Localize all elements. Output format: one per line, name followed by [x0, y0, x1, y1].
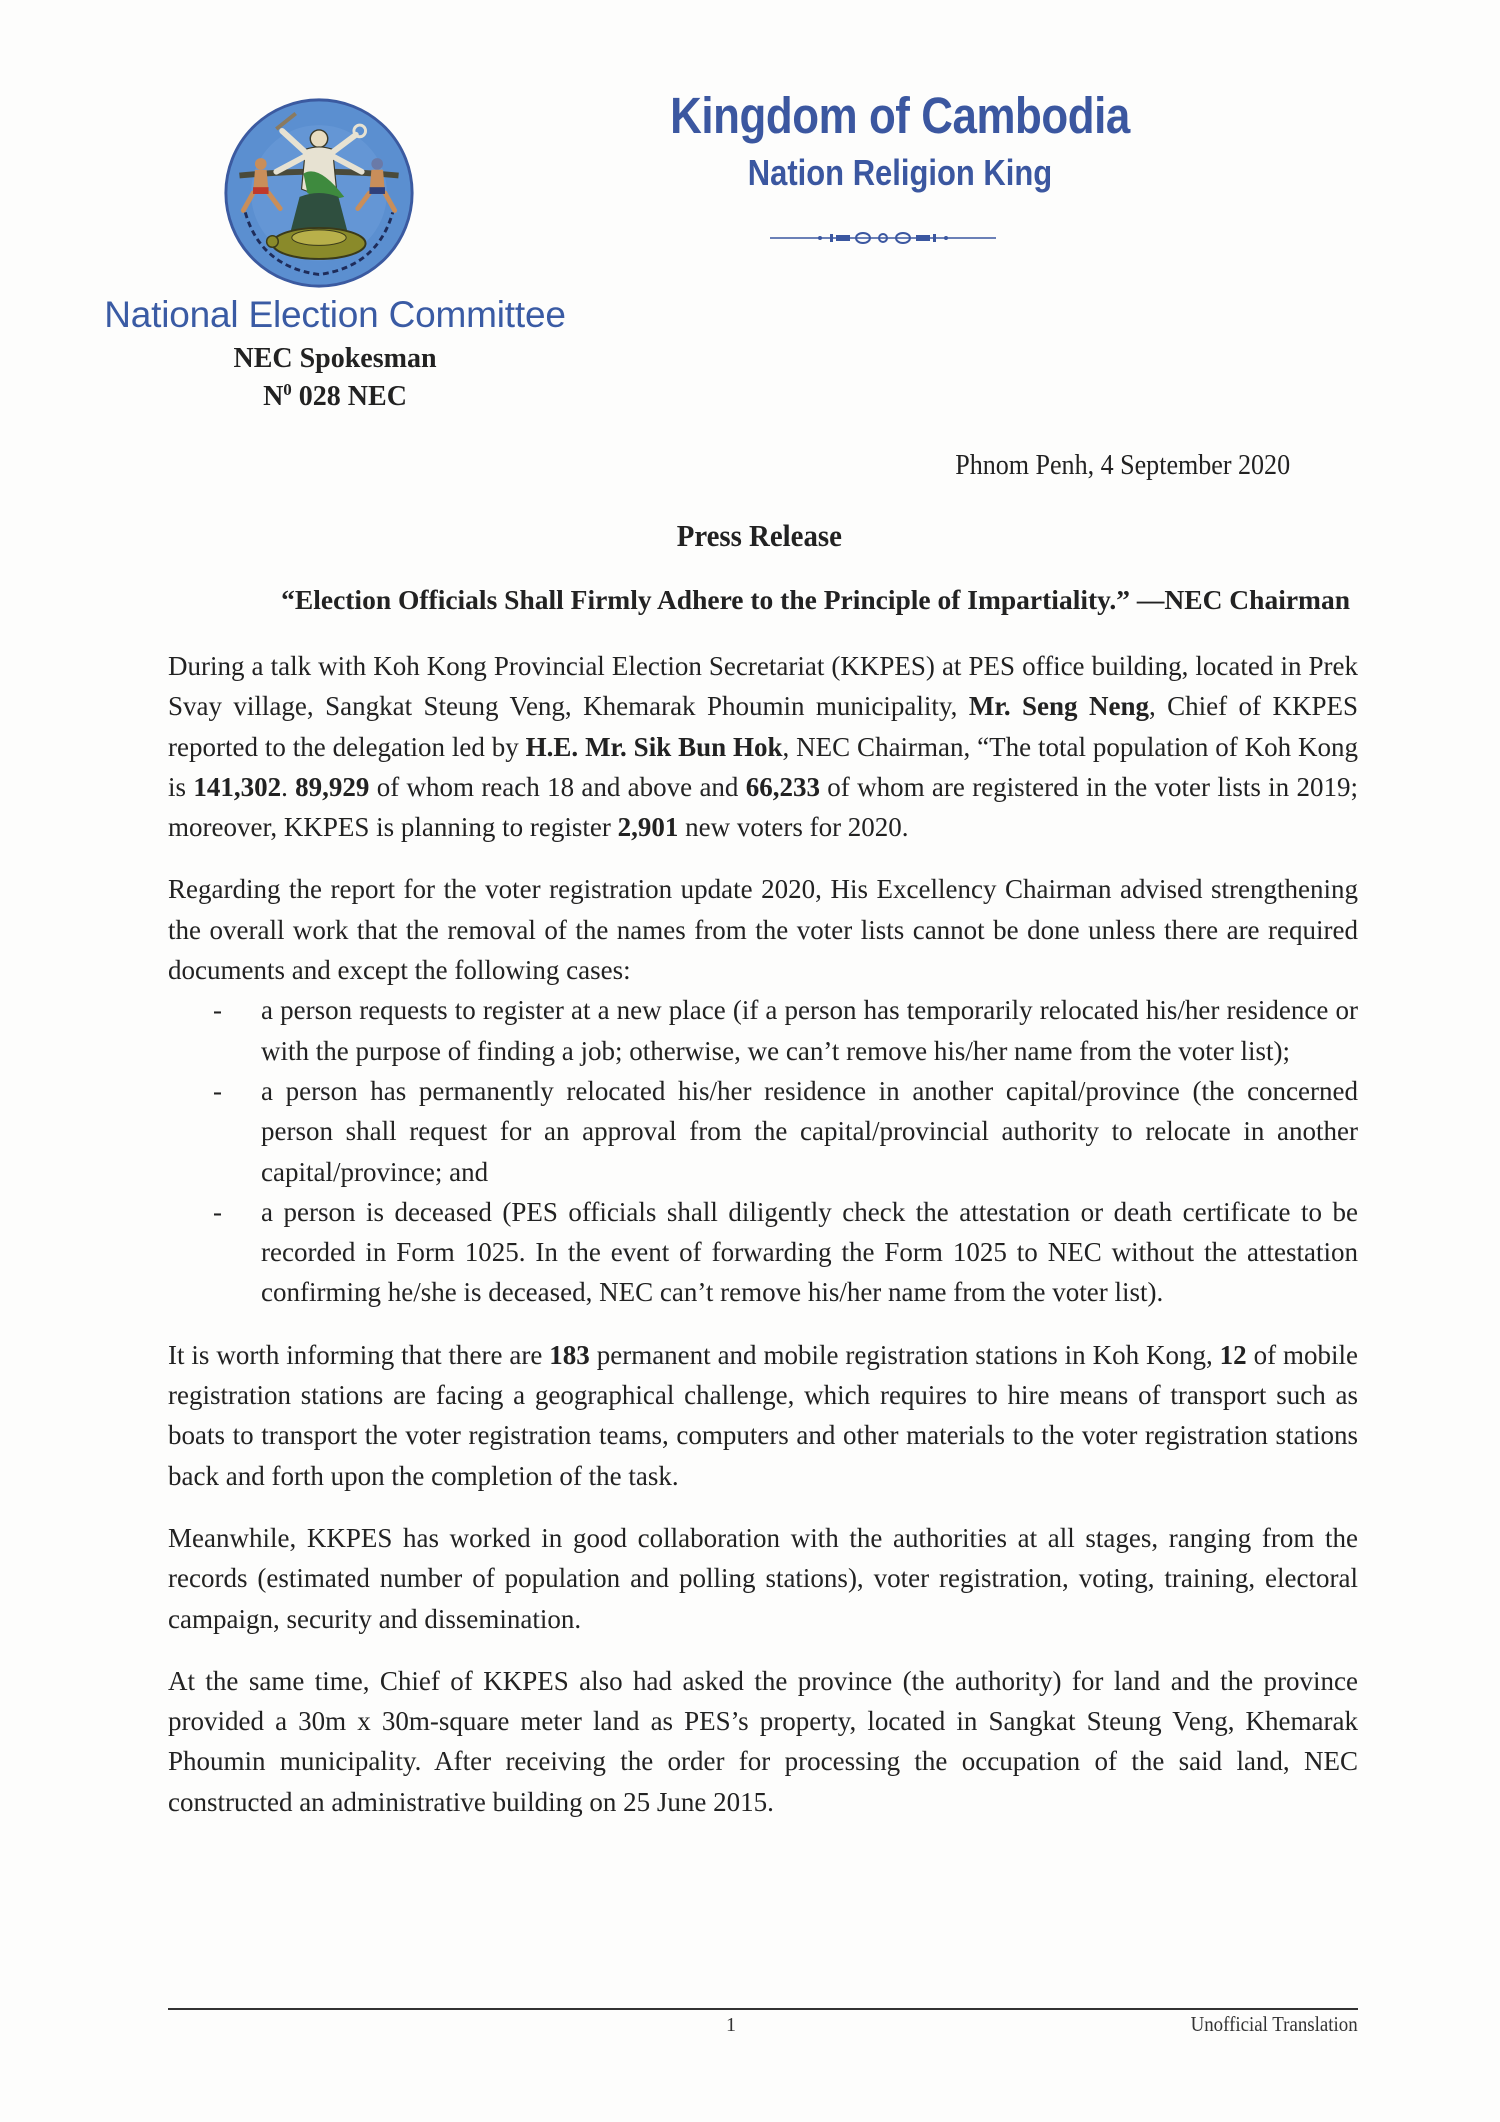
official-name: H.E. Mr. Sik Bun Hok: [525, 731, 783, 762]
text-run: , Chief of KKPES reported to the delegation led by: [168, 691, 1359, 762]
text-run: It is worth informing that there are: [168, 1339, 550, 1370]
date-line: Phnom Penh, 4 September 2020: [955, 450, 1290, 481]
decorative-divider-icon: [770, 228, 996, 248]
text-run: of whom are registered in the voter lists in 2019; moreover, KKPES is planning to register: [168, 771, 1358, 843]
list-item-text: a person is deceased (PES officials shall diligently check the attestation or death certificate to be recorded in Form 1025. In the event of forwarding the Form 1025 to NEC without the attestation confirming he/she is deceased, NEC can’t remove his/her name from the voter list).: [261, 1196, 1358, 1308]
new-voters-target: 2,901: [617, 812, 679, 843]
removal-cases-list: [168, 990, 1358, 1312]
official-name: Mr. Seng Neng: [968, 691, 1149, 722]
text-run: .: [281, 771, 296, 802]
text-run: During a talk with Koh Kong Provincial Election Secretariat (KKPES) at PES office building, located in Prek Svay village, Sangkat Steung Veng, Khemarak Phoumin municipality,: [168, 651, 1358, 722]
nec-emblem-icon: [222, 96, 416, 290]
document-type: Press Release: [676, 518, 842, 553]
national-motto: Nation Religion King: [747, 152, 1053, 193]
list-item-text: a person has permanently relocated his/her residence in another capital/province (the concerned person shall request for an approval from the capital/provincial authority to relocate in another capital/province; and: [261, 1075, 1358, 1187]
office-name: NEC Spokesman: [233, 343, 437, 374]
list-item-text: a person requests to register at a new place (if a person has temporarily relocated his/her residence or with the purpose of finding a job; otherwise, we can’t remove his/her name from the voter list);: [261, 995, 1358, 1066]
organization-name: National Election Committee: [104, 294, 566, 335]
text-run: permanent and mobile registration stations in Koh Kong,: [589, 1339, 1220, 1370]
paragraph-4: Meanwhile, KKPES has worked in good collaboration with the authorities at all stages, ranging from the records (estimated number of population and polling stations), voter registration, voting, training, electoral campaign, security and dissemination.: [168, 1522, 1358, 1634]
bullet-dash: -: [213, 995, 222, 1026]
text-run: of mobile registration stations are facing a geographical challenge, which requires to hire means of transport such as boats to transport the voter registration teams, computers and other materials to the voter registration stations back and forth upon the completion of the task.: [168, 1339, 1358, 1491]
list-item: [168, 1071, 1358, 1192]
page-number: 1: [726, 2014, 736, 2036]
country-title: Kingdom of Cambodia: [670, 87, 1130, 144]
paragraph-2: Regarding the report for the voter registration update 2020, His Excellency Chairman advised strengthening the overall work that the removal of the names from the voter lists cannot be done unless there are required documents and except the following cases:: [168, 874, 1358, 986]
list-item: [168, 990, 1358, 1071]
document-body: [168, 646, 1358, 1844]
headline: “Election Officials Shall Firmly Adhere to the Principle of Impartiality.” —NEC Chairman: [281, 584, 1350, 615]
ref-number: 028 NEC: [291, 381, 407, 412]
bullet-dash: -: [213, 1075, 222, 1106]
list-item: [168, 1192, 1358, 1313]
bullet-dash: -: [213, 1196, 222, 1227]
paragraph-3: [168, 1335, 1358, 1496]
text-run: of whom reach 18 and above and: [369, 771, 746, 802]
text-run: , NEC Chairman, “The total population of Koh Kong is: [168, 731, 1358, 802]
ref-superscript: 0: [283, 380, 292, 399]
challenged-station-count: 12: [1219, 1339, 1247, 1370]
footer-note: Unofficial Translation: [1190, 2012, 1358, 2036]
reference-number: [80, 380, 590, 413]
registered-voters: 66,233: [745, 771, 820, 802]
paragraph-1: [168, 646, 1358, 847]
text-run: new voters for 2020.: [678, 812, 909, 843]
population-total: 141,302: [193, 771, 282, 802]
paragraph-5: At the same time, Chief of KKPES also had asked the province (the authority) for land and the province provided a 30m x 30m-square meter land as PES’s property, located in Sangkat Steung Veng, Khemarak Phoumin municipality. After receiving the order for processing the occupation of the said land, NEC constructed an administrative building on 25 June 2015.: [168, 1665, 1358, 1817]
ref-prefix: N: [263, 381, 284, 412]
footer-divider: [168, 2008, 1358, 2010]
station-count: 183: [549, 1339, 590, 1370]
population-adult: 89,929: [295, 771, 370, 802]
